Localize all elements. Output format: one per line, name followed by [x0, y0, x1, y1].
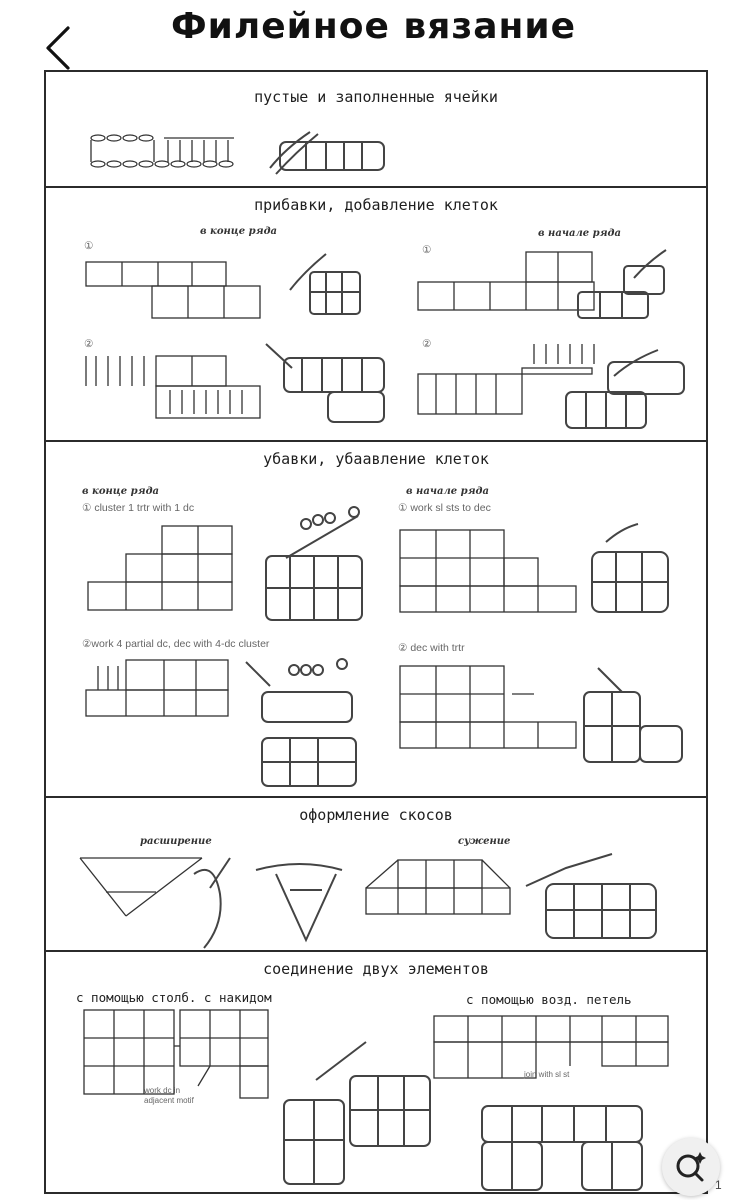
photo-decrease-start-1 [586, 522, 686, 622]
page-indicator: 1 [715, 1178, 722, 1192]
photo-decrease-start-2 [578, 662, 688, 772]
photo-increase-end-1 [286, 250, 366, 320]
join-chains-note: join with sl st [524, 1070, 570, 1079]
chart-increase-end-2 [82, 346, 262, 422]
chart-decrease-start-1 [396, 526, 582, 616]
section-title: прибавки, добавление клеток [254, 196, 498, 214]
decrease-end-label: в конце ряда [82, 486, 160, 497]
chart-decrease-start-2 [396, 662, 582, 752]
section-increases [46, 188, 706, 442]
step-2-marker: ② [422, 338, 432, 350]
visual-search-button[interactable] [662, 1138, 720, 1196]
photo-decrease-end-2 [242, 656, 368, 790]
section-empty-filled-cells [46, 72, 706, 188]
join-dc-note: work dc in adjacent motif [144, 1086, 194, 1105]
photo-increase-start-2 [562, 348, 692, 438]
decrease-start-step-2: ② dec with trtr [398, 642, 465, 654]
photo-join-dc [280, 1040, 440, 1190]
decrease-start-step-1: ① work sl sts to dec [398, 502, 491, 514]
increase-start-label: в начале ряда [538, 228, 621, 239]
slope-widening-label: расширение [140, 836, 212, 847]
visual-search-icon [662, 1138, 720, 1196]
decrease-end-step-1: ① cluster 1 trtr with 1 dc [82, 502, 195, 514]
photo-slope-widening-1 [184, 854, 254, 954]
photo-empty-filled-cells [266, 128, 390, 178]
step-1-marker: ① [84, 240, 94, 252]
page-title: Филейное вязание [170, 6, 577, 47]
slope-narrowing-label: сужение [458, 836, 511, 847]
decrease-end-step-2: ②work 4 partial dc, dec with 4-dc cluster [82, 638, 270, 650]
increase-end-label: в конце ряда [200, 226, 278, 237]
chart-empty-filled-cells [88, 130, 238, 170]
photo-increase-end-2 [262, 338, 392, 430]
photo-increase-start-1 [574, 248, 674, 328]
section-title: оформление скосов [299, 806, 453, 824]
step-1-marker: ① [422, 244, 432, 256]
section-joining-two-elements [46, 952, 706, 1196]
chart-decrease-end-1 [86, 522, 236, 614]
section-slopes [46, 798, 706, 952]
chart-increase-start-1 [416, 250, 596, 322]
photo-slope-widening-2 [250, 850, 350, 950]
step-2-marker: ② [84, 338, 94, 350]
chart-increase-end-1 [82, 256, 262, 326]
section-title: соединение двух элементов [263, 960, 489, 978]
section-title: убавки, убаавление клеток [263, 450, 489, 468]
photo-slope-narrowing [522, 850, 686, 950]
diagram-sheet [44, 70, 708, 1194]
section-title: пустые и заполненные ячейки [254, 88, 498, 106]
join-with-dc-label: с помощью столб. с накидом [76, 990, 272, 1005]
photo-decrease-end-1 [246, 508, 366, 628]
chart-slope-narrowing [364, 854, 514, 924]
photo-join-chains [478, 1102, 648, 1196]
join-with-chains-label: с помощью возд. петель [466, 992, 632, 1007]
section-decreases [46, 442, 706, 798]
top-bar [0, 0, 747, 68]
chart-decrease-end-2 [84, 656, 234, 720]
decrease-start-label: в начале ряда [406, 486, 489, 497]
